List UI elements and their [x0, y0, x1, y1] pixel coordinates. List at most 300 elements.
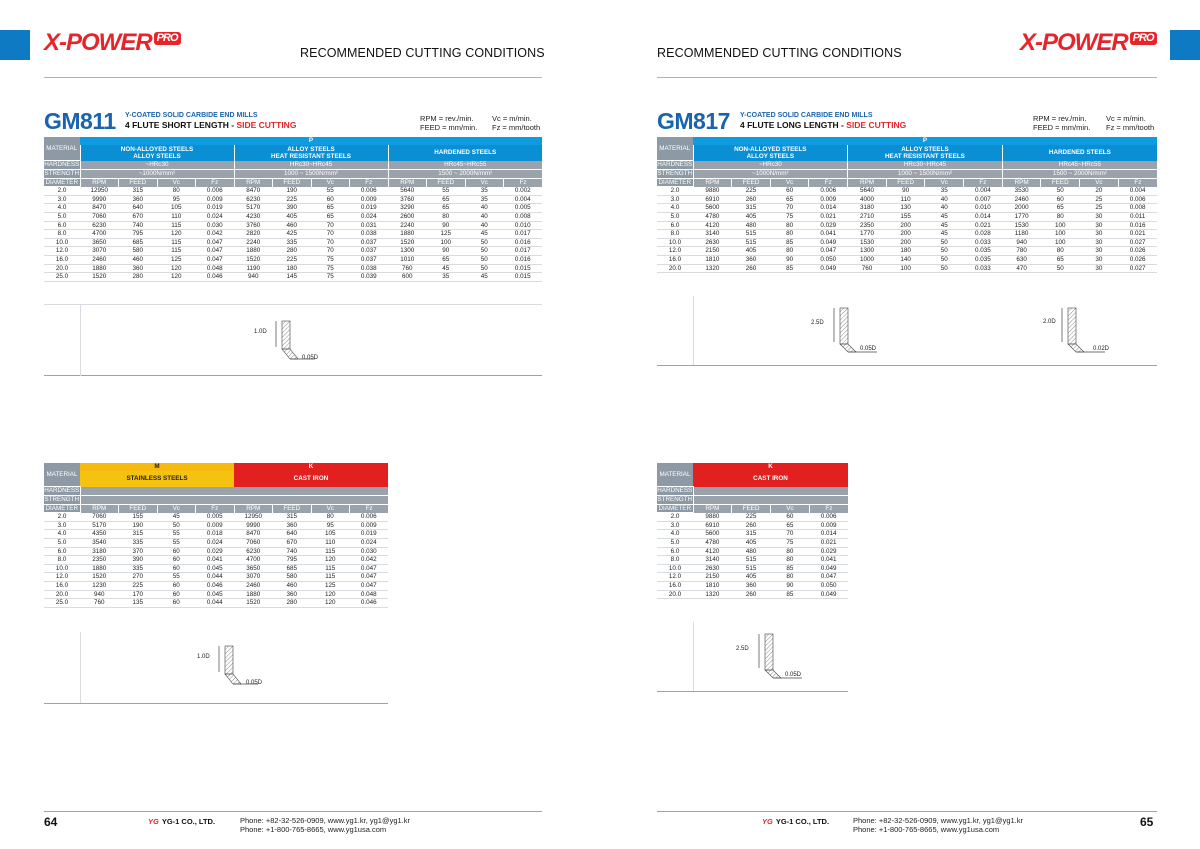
diameter-cell: 5.0 [657, 212, 693, 221]
value-cell: 1320 [693, 264, 732, 273]
value-cell: 65 [771, 521, 810, 530]
value-cell: 140 [886, 255, 925, 264]
value-cell: 0.019 [350, 204, 389, 213]
value-cell: 3140 [693, 230, 732, 239]
value-cell: 4230 [234, 212, 273, 221]
diameter-cell: 5.0 [44, 538, 80, 547]
company-logo-left [148, 817, 215, 826]
cat-non-alloyed: NON-ALLOYED STEELS ALLOY STEELS [693, 145, 848, 161]
value-cell: 7060 [80, 513, 119, 522]
company-logo-right [762, 817, 829, 826]
diameter-cell: 2.0 [657, 513, 693, 522]
value-cell: 0.047 [196, 255, 235, 264]
value-cell: 515 [732, 556, 771, 565]
value-cell: 0.047 [809, 573, 848, 582]
value-cell: 115 [311, 547, 350, 556]
feed-header: FEED [119, 504, 158, 513]
value-cell: 100 [1041, 230, 1080, 239]
value-cell: 335 [273, 238, 312, 247]
value-cell: 315 [119, 530, 158, 539]
value-cell: 0.048 [196, 264, 235, 273]
value-cell: 30 [1080, 221, 1119, 230]
diameter-cell: 6.0 [44, 547, 80, 556]
vc-header: Vc [771, 504, 810, 513]
value-cell: 65 [427, 195, 466, 204]
value-cell: 0.046 [196, 581, 235, 590]
value-cell: 50 [465, 238, 504, 247]
value-cell: 0.047 [196, 247, 235, 256]
value-cell: 12950 [234, 513, 273, 522]
cat-alloy: ALLOY STEELS HEAT RESISTANT STEELS [234, 145, 388, 161]
value-cell: 405 [732, 573, 771, 582]
value-cell: 0.004 [964, 187, 1003, 196]
value-cell: 0.006 [1118, 195, 1157, 204]
rpm-header: RPM [693, 504, 732, 513]
value-cell: 55 [157, 530, 196, 539]
value-cell: 30 [1080, 230, 1119, 239]
diameter-cell: 6.0 [657, 221, 693, 230]
value-cell: 0.037 [350, 255, 389, 264]
value-cell: 0.047 [350, 573, 389, 582]
value-cell: 0.021 [809, 212, 848, 221]
feed-header: FEED [1041, 178, 1080, 187]
value-cell: 40 [925, 195, 964, 204]
value-cell: 0.038 [350, 230, 389, 239]
page-number-right: 65 [1140, 815, 1154, 829]
value-cell: 60 [157, 547, 196, 556]
value-cell: 0.031 [350, 221, 389, 230]
table-row [44, 221, 542, 230]
value-cell: 0.041 [809, 230, 848, 239]
value-cell: 130 [886, 204, 925, 213]
value-cell: 1300 [848, 247, 887, 256]
diameter-cell: 2.0 [44, 187, 80, 196]
value-cell: 70 [311, 247, 350, 256]
feed-header: FEED [119, 178, 158, 187]
value-cell: 55 [157, 538, 196, 547]
desc-highlight: SIDE CUTTING [236, 120, 297, 130]
value-cell: 515 [732, 230, 771, 239]
model-name-right: GM817 [657, 108, 730, 134]
value-cell: 0.042 [196, 230, 235, 239]
feed-header: FEED [886, 178, 925, 187]
value-cell: 60 [157, 599, 196, 608]
value-cell: 0.018 [196, 530, 235, 539]
value-cell: 6230 [234, 547, 273, 556]
value-cell: 0.009 [196, 521, 235, 530]
strength-value: 1000 ~ 1500N/mm² [234, 169, 388, 178]
strength-label: STRENGTH [657, 495, 693, 503]
value-cell: 0.006 [809, 187, 848, 196]
gm811-p-diagram-area [44, 304, 542, 376]
hardness-label: HARDNESS [44, 487, 80, 495]
value-cell: 55 [157, 573, 196, 582]
value-cell: 405 [273, 212, 312, 221]
diameter-cell: 2.0 [657, 187, 693, 196]
value-cell: 225 [273, 255, 312, 264]
value-cell: 0.049 [809, 238, 848, 247]
value-cell: 0.044 [196, 573, 235, 582]
rpm-header: RPM [693, 178, 732, 187]
value-cell: 0.009 [809, 521, 848, 530]
value-cell: 0.045 [196, 564, 235, 573]
value-cell: 0.049 [809, 264, 848, 273]
value-cell: 120 [311, 599, 350, 608]
diameter-cell: 12.0 [657, 573, 693, 582]
value-cell: 50 [1041, 264, 1080, 273]
value-cell: 0.010 [504, 221, 543, 230]
value-cell: 65 [311, 212, 350, 221]
value-cell: 80 [311, 513, 350, 522]
value-cell: 180 [273, 264, 312, 273]
page-tab-left [0, 30, 30, 60]
value-cell: 0.038 [350, 264, 389, 273]
unit-fz: Fz = mm/tooth [492, 123, 541, 132]
yg-mark: YG [148, 817, 159, 826]
value-cell: 65 [427, 255, 466, 264]
value-cell: 25 [1080, 195, 1119, 204]
diameter-header: DIAMETER [45, 178, 79, 186]
value-cell: 0.049 [809, 590, 848, 599]
diameter-cell: 10.0 [44, 564, 80, 573]
value-cell: 40 [925, 204, 964, 213]
value-cell: 120 [157, 264, 196, 273]
value-cell: 50 [1041, 187, 1080, 196]
rpm-header: RPM [848, 178, 887, 187]
strength-value: ~1000N/mm² [693, 169, 848, 178]
value-cell: 0.006 [350, 187, 389, 196]
value-cell: 70 [311, 221, 350, 230]
units-right-2 [1106, 114, 1154, 132]
value-cell: 120 [311, 556, 350, 565]
value-cell: 80 [1041, 247, 1080, 256]
value-cell: 2820 [234, 230, 273, 239]
value-cell: 2240 [234, 238, 273, 247]
cat-alloy: ALLOY STEELS HEAT RESISTANT STEELS [848, 145, 1003, 161]
value-cell: 75 [311, 255, 350, 264]
value-cell: 0.042 [350, 556, 389, 565]
value-cell: 30 [1080, 255, 1119, 264]
value-cell: 515 [732, 564, 771, 573]
table-row [44, 599, 388, 608]
value-cell: 0.037 [350, 247, 389, 256]
value-cell: 85 [770, 238, 809, 247]
value-cell: 4120 [693, 221, 732, 230]
value-cell: 360 [273, 590, 312, 599]
value-cell: 470 [1002, 264, 1041, 273]
value-cell: 45 [427, 264, 466, 273]
value-cell: 315 [732, 530, 771, 539]
table-row [657, 573, 848, 582]
table-row [44, 590, 388, 599]
value-cell: 1770 [1002, 212, 1041, 221]
value-cell: 280 [119, 273, 158, 282]
header-rule-left [44, 77, 542, 78]
value-cell: 200 [886, 230, 925, 239]
value-cell: 2600 [388, 212, 427, 221]
rpm-header: RPM [80, 178, 119, 187]
value-cell: 40 [465, 204, 504, 213]
value-cell: 5170 [234, 204, 273, 213]
value-cell: 115 [157, 247, 196, 256]
value-cell: 6910 [693, 195, 732, 204]
value-cell: 0.030 [196, 221, 235, 230]
units-left-2 [492, 114, 540, 132]
value-cell: 1810 [693, 581, 732, 590]
table-row [657, 247, 1157, 256]
value-cell: 0.044 [196, 599, 235, 608]
material-label: MATERIAL [657, 463, 693, 487]
value-cell: 45 [925, 212, 964, 221]
value-cell: 9990 [234, 521, 273, 530]
value-cell: 8470 [234, 530, 273, 539]
value-cell: 0.029 [196, 547, 235, 556]
value-cell: 940 [234, 273, 273, 282]
phone-us: Phone: +1-800-765-8665, www.yg1usa.com [240, 825, 387, 834]
value-cell: 0.009 [809, 195, 848, 204]
value-cell: 0.029 [809, 221, 848, 230]
value-cell: 120 [157, 273, 196, 282]
group-p: P [693, 137, 1157, 145]
value-cell: 155 [886, 212, 925, 221]
value-cell: 0.015 [504, 273, 543, 282]
value-cell: 50 [925, 238, 964, 247]
value-cell: 0.021 [964, 221, 1003, 230]
vc-header: Vc [157, 178, 196, 187]
diameter-cell: 10.0 [657, 564, 693, 573]
diagram-divider [693, 296, 694, 365]
value-cell: 0.024 [196, 212, 235, 221]
diameter-cell: 2.0 [44, 513, 80, 522]
value-cell: 90 [771, 581, 810, 590]
cat-stainless: STAINLESS STEELS [80, 471, 234, 487]
value-cell: 155 [119, 513, 158, 522]
feed-header: FEED [732, 504, 771, 513]
diameter-cell: 20.0 [44, 590, 80, 599]
diameter-cell: 3.0 [44, 195, 80, 204]
value-cell: 85 [771, 590, 810, 599]
value-cell: 1880 [234, 247, 273, 256]
fz-header: Fz [350, 504, 389, 513]
value-cell: 200 [886, 221, 925, 230]
logo-pro: PRO [1130, 32, 1157, 45]
model-desc-left [125, 121, 296, 130]
value-cell: 390 [273, 204, 312, 213]
value-cell: 45 [465, 273, 504, 282]
group-p: P [80, 137, 542, 145]
feed-header: FEED [732, 178, 771, 187]
value-cell: 5600 [693, 530, 732, 539]
diameter-cell: 25.0 [44, 273, 80, 282]
value-cell: 0.026 [1118, 255, 1157, 264]
value-cell: 0.047 [809, 247, 848, 256]
value-cell: 2630 [693, 238, 732, 247]
value-cell: 0.047 [196, 238, 235, 247]
phone-kr: Phone: +82-32-526-0909, www.yg1.kr, yg1@yg1.kr [240, 816, 411, 825]
value-cell: 225 [732, 187, 771, 196]
value-cell: 5170 [80, 521, 119, 530]
unit-rpm: RPM = rev./min. [1033, 114, 1087, 123]
value-cell: 85 [770, 264, 809, 273]
diameter-cell: 6.0 [44, 221, 80, 230]
value-cell: 580 [273, 573, 312, 582]
value-cell: 75 [771, 538, 810, 547]
value-cell: 30 [1080, 264, 1119, 273]
fz-header: Fz [964, 178, 1003, 187]
hardness-label: HARDNESS [657, 161, 693, 169]
axial-depth-label: 2.5D [736, 646, 749, 652]
header-title-right: RECOMMENDED CUTTING CONDITIONS [657, 46, 902, 60]
value-cell: 35 [465, 187, 504, 196]
value-cell: 1320 [693, 590, 732, 599]
value-cell: 125 [311, 581, 350, 590]
phone-us: Phone: +1-800-765-8665, www.yg1usa.com [853, 825, 1000, 834]
model-name-left: GM811 [44, 108, 116, 134]
value-cell: 3760 [388, 195, 427, 204]
value-cell: 20 [1080, 187, 1119, 196]
value-cell: 3290 [388, 204, 427, 213]
strength-value [693, 495, 848, 504]
value-cell: 45 [925, 221, 964, 230]
unit-feed: FEED = mm/min. [420, 123, 478, 132]
column-header-row [657, 178, 1157, 187]
value-cell: 0.045 [196, 590, 235, 599]
axial-depth-label: 2.0D [1043, 319, 1056, 325]
value-cell: 795 [273, 556, 312, 565]
unit-vc: Vc = m/min. [1106, 114, 1146, 123]
value-cell: 0.024 [350, 212, 389, 221]
diameter-cell: 4.0 [657, 530, 693, 539]
value-cell: 7060 [234, 538, 273, 547]
table-row [44, 247, 542, 256]
vc-header: Vc [157, 504, 196, 513]
value-cell: 35 [465, 195, 504, 204]
group-k: K [693, 463, 848, 471]
cat-non-alloyed: NON-ALLOYED STEELS ALLOY STEELS [80, 145, 234, 161]
value-cell: 60 [157, 581, 196, 590]
logo-text: X-POWER [44, 29, 152, 56]
value-cell: 50 [465, 247, 504, 256]
value-cell: 940 [1002, 238, 1041, 247]
brand-logo-right [1020, 29, 1157, 56]
tool-engagement-icon [192, 640, 282, 695]
radial-depth-label: 0.05D [860, 346, 877, 352]
value-cell: 0.033 [964, 264, 1003, 273]
table-row [44, 273, 542, 282]
rpm-header: RPM [234, 178, 273, 187]
value-cell: 0.015 [504, 264, 543, 273]
tool-engagement-icon [249, 315, 339, 370]
strength-label: STRENGTH [657, 169, 693, 177]
value-cell: 4700 [80, 230, 119, 239]
value-cell: 315 [732, 204, 771, 213]
value-cell: 0.005 [196, 513, 235, 522]
value-cell: 95 [157, 195, 196, 204]
fz-header: Fz [196, 178, 235, 187]
value-cell: 115 [157, 238, 196, 247]
table-row [44, 573, 388, 582]
value-cell: 0.024 [350, 538, 389, 547]
diameter-cell: 10.0 [44, 238, 80, 247]
value-cell: 6910 [693, 521, 732, 530]
value-cell: 3530 [1002, 187, 1041, 196]
value-cell: 270 [119, 573, 158, 582]
value-cell: 1190 [234, 264, 273, 273]
value-cell: 1810 [693, 255, 732, 264]
value-cell: 12950 [80, 187, 119, 196]
contact-right [853, 816, 1023, 834]
material-label: MATERIAL [44, 463, 80, 487]
logo-text: X-POWER [1020, 29, 1128, 56]
value-cell: 100 [1041, 238, 1080, 247]
hardness-value [80, 487, 388, 496]
feed-header: FEED [273, 504, 312, 513]
hardness-value: HRc45~HRc55 [388, 161, 542, 170]
value-cell: 70 [311, 238, 350, 247]
group-m: M [80, 463, 234, 471]
hardness-value: HRc30~HRc45 [848, 161, 1003, 170]
value-cell: 0.027 [1118, 238, 1157, 247]
diameter-cell: 3.0 [44, 521, 80, 530]
desc-text: 4 FLUTE LONG LENGTH - [740, 120, 847, 130]
value-cell: 4120 [693, 547, 732, 556]
value-cell: 70 [770, 204, 809, 213]
diameter-cell: 16.0 [44, 255, 80, 264]
diagram-divider [693, 622, 694, 691]
unit-vc: Vc = m/min. [492, 114, 532, 123]
value-cell: 3140 [693, 556, 732, 565]
value-cell: 40 [465, 221, 504, 230]
value-cell: 460 [273, 221, 312, 230]
value-cell: 65 [770, 195, 809, 204]
value-cell: 3540 [80, 538, 119, 547]
value-cell: 580 [119, 247, 158, 256]
value-cell: 75 [770, 212, 809, 221]
diameter-cell: 16.0 [657, 581, 693, 590]
value-cell: 600 [388, 273, 427, 282]
value-cell: 0.026 [1118, 247, 1157, 256]
value-cell: 360 [119, 195, 158, 204]
value-cell: 370 [119, 547, 158, 556]
hardness-value: HRc45~HRc55 [1002, 161, 1157, 170]
value-cell: 640 [119, 204, 158, 213]
table-row [657, 230, 1157, 239]
value-cell: 30 [1080, 247, 1119, 256]
value-cell: 30 [1080, 238, 1119, 247]
table-row [44, 195, 542, 204]
diameter-cell: 20.0 [657, 590, 693, 599]
value-cell: 125 [157, 255, 196, 264]
value-cell: 1880 [80, 264, 119, 273]
value-cell: 70 [771, 530, 810, 539]
value-cell: 0.008 [1118, 204, 1157, 213]
value-cell: 50 [465, 255, 504, 264]
value-cell: 65 [427, 204, 466, 213]
diameter-cell: 12.0 [44, 247, 80, 256]
value-cell: 0.014 [964, 212, 1003, 221]
hardness-value: ~HRc30 [693, 161, 848, 170]
table-row [44, 513, 388, 522]
value-cell: 0.010 [964, 204, 1003, 213]
diameter-cell: 25.0 [44, 599, 80, 608]
value-cell: 6230 [234, 195, 273, 204]
diameter-cell: 16.0 [657, 255, 693, 264]
value-cell: 80 [770, 230, 809, 239]
value-cell: 110 [157, 212, 196, 221]
value-cell: 75 [311, 264, 350, 273]
value-cell: 90 [886, 187, 925, 196]
unit-rpm: RPM = rev./min. [420, 114, 474, 123]
